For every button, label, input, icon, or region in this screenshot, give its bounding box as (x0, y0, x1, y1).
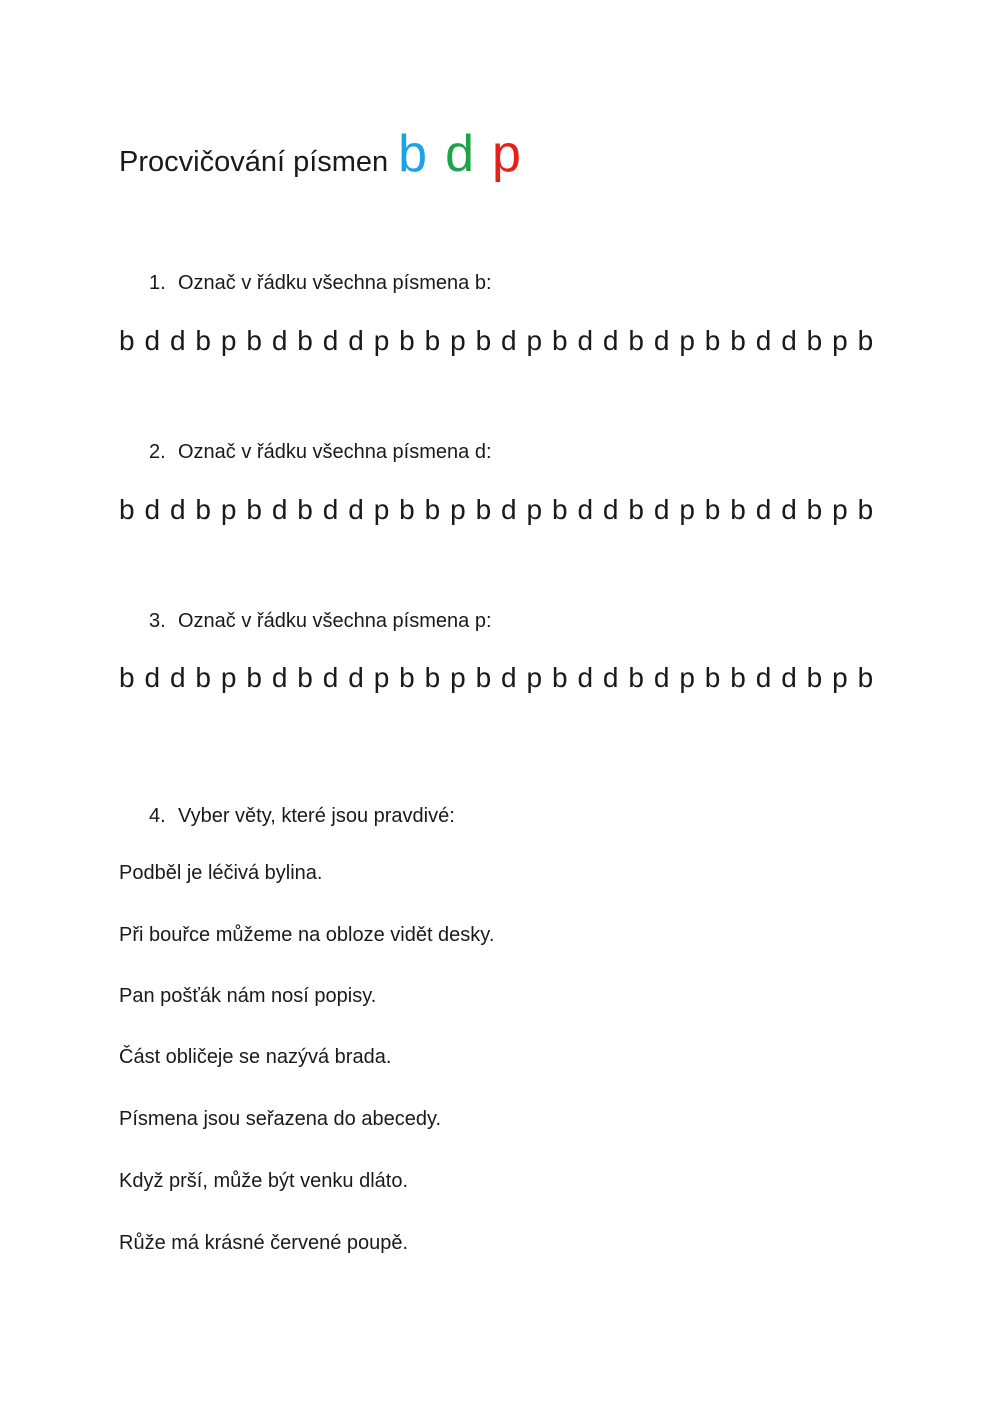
letter-b[interactable]: b (119, 325, 135, 356)
letter-b[interactable]: b (297, 494, 313, 525)
letter-d[interactable]: d (602, 494, 619, 525)
letter-p[interactable]: p (373, 494, 390, 525)
question-4-number: 4. (149, 805, 166, 827)
letter-p[interactable]: p (450, 325, 466, 356)
letter-b[interactable]: b (195, 662, 211, 693)
letter-p[interactable]: p (679, 494, 695, 525)
letter-b[interactable]: b (195, 325, 211, 356)
letter-b[interactable]: b (628, 494, 644, 525)
page-title (119, 125, 539, 188)
letter-p[interactable]: p (832, 325, 848, 356)
letter-b[interactable]: b (551, 494, 568, 525)
letter-b[interactable]: b (424, 325, 441, 356)
letter-b[interactable]: b (857, 662, 874, 693)
letter-b[interactable]: b (551, 325, 568, 356)
letter-d[interactable]: d (653, 325, 670, 356)
letter-b[interactable]: b (399, 325, 415, 356)
exercise-1-text: Označ v řádku všechna písmena b: (178, 272, 492, 294)
letter-b[interactable]: b (399, 494, 415, 525)
letter-p[interactable]: p (526, 325, 543, 356)
letter-p[interactable]: p (832, 494, 848, 525)
letter-d[interactable]: d (501, 662, 517, 693)
letter-b[interactable]: b (730, 494, 746, 525)
letter-d[interactable]: d (602, 662, 619, 693)
exercise-3-number: 3. (149, 610, 166, 632)
exercise-1-letter-row[interactable] (119, 325, 879, 357)
letter-p[interactable]: p (526, 662, 543, 693)
letter-d[interactable]: d (653, 494, 670, 525)
sentence-option[interactable]: Podběl je léčivá bylina. (119, 862, 323, 884)
letter-d[interactable]: d (271, 325, 288, 356)
letter-d[interactable]: d (169, 662, 186, 693)
title-letter-d: d (445, 125, 475, 183)
letter-p[interactable]: p (373, 662, 390, 693)
letter-b[interactable]: b (246, 494, 262, 525)
exercise-2-letter-row[interactable] (119, 494, 879, 526)
exercise-3-text: Označ v řádku všechna písmena p: (178, 610, 492, 632)
letter-b[interactable]: b (475, 325, 492, 356)
letter-b[interactable]: b (730, 325, 746, 356)
letter-b[interactable]: b (806, 325, 823, 356)
letter-p[interactable]: p (373, 325, 390, 356)
letter-b[interactable]: b (730, 662, 746, 693)
sentence-option[interactable]: Při bouřce můžeme na obloze vidět desky. (119, 924, 495, 946)
letter-d[interactable]: d (169, 325, 186, 356)
letter-d[interactable]: d (348, 494, 364, 525)
letter-b[interactable]: b (806, 494, 823, 525)
letter-b[interactable]: b (195, 494, 211, 525)
letter-b[interactable]: b (857, 325, 874, 356)
letter-b[interactable]: b (475, 662, 492, 693)
letter-d[interactable]: d (348, 325, 364, 356)
letter-b[interactable]: b (806, 662, 823, 693)
exercise-3-instruction (149, 610, 492, 633)
letter-d[interactable]: d (144, 662, 161, 693)
letter-b[interactable]: b (297, 662, 313, 693)
letter-b[interactable]: b (119, 494, 135, 525)
letter-d[interactable]: d (144, 325, 161, 356)
letter-d[interactable]: d (348, 662, 364, 693)
letter-p[interactable]: p (450, 662, 466, 693)
letter-b[interactable]: b (246, 662, 262, 693)
letter-b[interactable]: b (246, 325, 262, 356)
letter-p[interactable]: p (220, 494, 237, 525)
letter-d[interactable]: d (501, 494, 517, 525)
letter-d[interactable]: d (577, 662, 594, 693)
letter-d[interactable]: d (755, 325, 772, 356)
letter-d[interactable]: d (322, 325, 339, 356)
sentence-option[interactable]: Když prší, může být venku dláto. (119, 1170, 409, 1192)
letter-d[interactable]: d (653, 662, 670, 693)
letter-b[interactable]: b (704, 662, 721, 693)
letter-b[interactable]: b (475, 494, 492, 525)
letter-d[interactable]: d (755, 662, 772, 693)
letter-p[interactable]: p (220, 325, 237, 356)
letter-b[interactable]: b (399, 662, 415, 693)
title-letter-p: p (492, 125, 521, 183)
letter-b[interactable]: b (424, 494, 441, 525)
letter-d[interactable]: d (271, 662, 288, 693)
letter-d[interactable]: d (501, 325, 517, 356)
exercise-2-instruction (149, 441, 492, 464)
exercise-2-number: 2. (149, 441, 166, 463)
letter-b[interactable]: b (704, 494, 721, 525)
letter-b[interactable]: b (424, 662, 441, 693)
letter-p[interactable]: p (832, 662, 848, 693)
letter-p[interactable]: p (679, 325, 695, 356)
letter-d[interactable]: d (781, 662, 797, 693)
letter-b[interactable]: b (857, 494, 874, 525)
letter-d[interactable]: d (755, 494, 772, 525)
letter-d[interactable]: d (271, 494, 288, 525)
letter-d[interactable]: d (169, 494, 186, 525)
letter-p[interactable]: p (220, 662, 237, 693)
letter-d[interactable]: d (602, 325, 619, 356)
sentence-option[interactable]: Písmena jsou seřazena do abecedy. (119, 1108, 442, 1130)
sentence-option[interactable]: Pan pošťák nám nosí popisy. (119, 985, 377, 1007)
exercise-3-letter-row[interactable] (119, 662, 879, 694)
letter-d[interactable]: d (322, 494, 339, 525)
letter-d[interactable]: d (144, 494, 161, 525)
letter-d[interactable]: d (577, 325, 594, 356)
question-4-text: Vyber věty, které jsou pravdivé: (178, 805, 455, 827)
letter-p[interactable]: p (526, 494, 543, 525)
letter-d[interactable]: d (781, 494, 797, 525)
letter-b[interactable]: b (628, 325, 644, 356)
letter-d[interactable]: d (577, 494, 594, 525)
sentence-option[interactable]: Růže má krásné červené poupě. (119, 1232, 409, 1254)
question-4-instruction (149, 805, 455, 828)
letter-b[interactable]: b (704, 325, 721, 356)
title-letter-b: b (398, 125, 428, 183)
letter-b[interactable]: b (119, 662, 135, 693)
title-text: Procvičování písmen (119, 146, 389, 178)
letter-p[interactable]: p (450, 494, 466, 525)
letter-p[interactable]: p (679, 662, 695, 693)
letter-d[interactable]: d (322, 662, 339, 693)
letter-b[interactable]: b (551, 662, 568, 693)
exercise-1-instruction (149, 272, 492, 295)
exercise-2-text: Označ v řádku všechna písmena d: (178, 441, 492, 463)
letter-d[interactable]: d (781, 325, 797, 356)
sentence-option[interactable]: Část obličeje se nazývá brada. (119, 1046, 392, 1068)
letter-b[interactable]: b (628, 662, 644, 693)
exercise-1-number: 1. (149, 272, 166, 294)
letter-b[interactable]: b (297, 325, 313, 356)
